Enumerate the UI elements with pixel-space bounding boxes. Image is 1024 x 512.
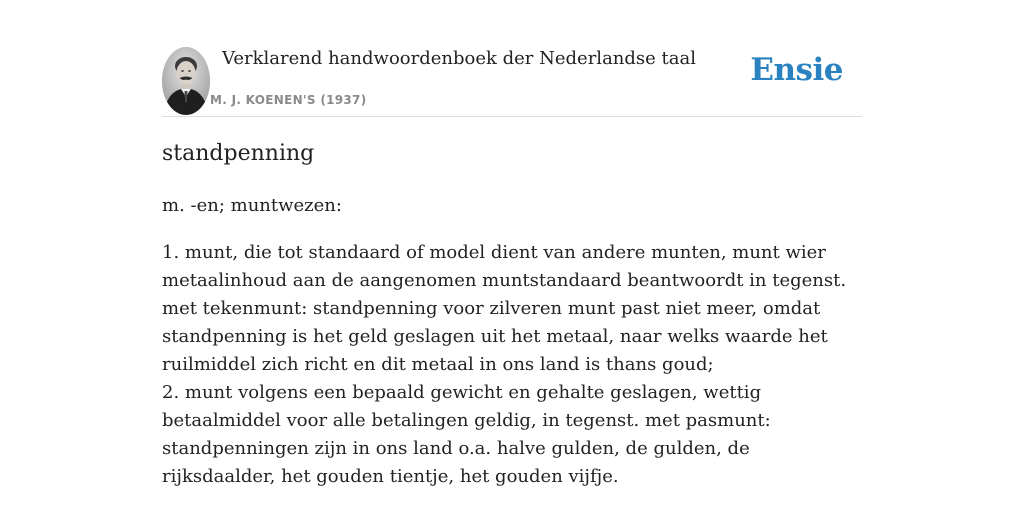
entry-definitions [162, 239, 864, 491]
entry-grammar: m. -en; muntwezen: [162, 195, 342, 216]
page-header [162, 46, 862, 117]
book-title: Verklarend handwoordenboek der Nederlandse taal [222, 48, 696, 69]
brand-logo-link[interactable]: Ensie [750, 52, 843, 88]
entry-headword: standpenning [162, 141, 315, 166]
author-portrait-icon [162, 47, 210, 115]
definition-item: 2. munt volgens een bepaald gewicht en gehalte geslagen, wettig betaalmiddel voor alle betalingen geldig, in tegenst. met pasmunt: standpenningen zijn in ons land o.a. halve gulden, de gulden, de rijksdaalder, het gouden tientje, het gouden vijfje. [162, 382, 771, 487]
definition-item: 1. munt, die tot standaard of model dient van andere munten, munt wier metaalinhoud aan de aangenomen muntstandaard beantwoordt in tegenst. met tekenmunt: standpenning voor zilveren munt past niet meer, omdat standpenning is het geld geslagen uit het metaal, naar welks waarde het ruilmiddel zich richt en dit metaal in ons land is thans goud; [162, 242, 847, 375]
book-author: M. J. KOENEN'S (1937) [210, 93, 367, 107]
dictionary-entry [162, 138, 864, 491]
